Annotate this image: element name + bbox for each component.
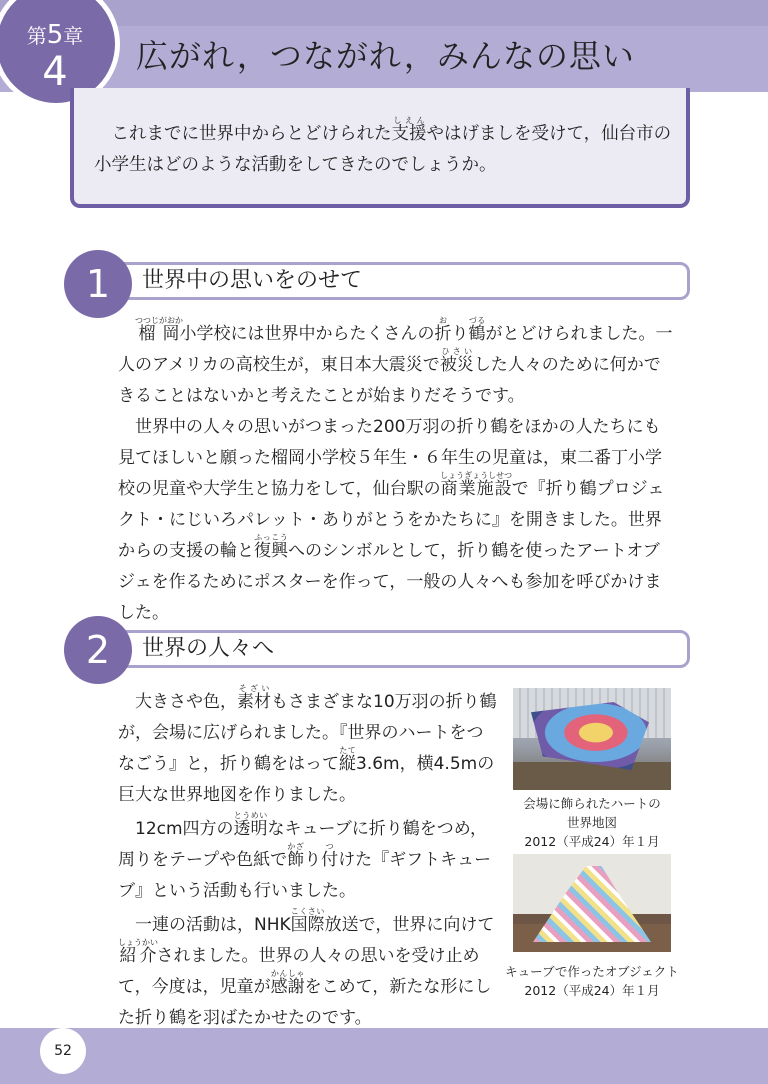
chapter-number: 5 [46, 20, 64, 50]
section2-paragraph-1: 大きさや色，素材そざいもさまざまな10万羽の折り鶴が，会場に広げられました。『世界のハートをつなごう』と，折り鶴をはって縦たて3.6m，横4.5mの巨大な世界地図を作りました。 [118, 684, 497, 805]
section1-paragraph-1: 榴岡つつじがおか小学校には世界中からたくさんの折おり鶴づるがとどけられました。一人のアメリカの高校生が，東日本大震災で被災ひさいした人々のために何かできることはないかと考えたことが始まりだそうです。 [118, 316, 673, 406]
intro-text: これまでに世界中からとどけられた支援しえんやはげましを受けて，仙台市の小学生はどのような活動をしてきたのでしょうか。 [94, 116, 672, 175]
chapter-label: 第5章 [26, 20, 84, 50]
heart-world-map-photo [513, 688, 671, 790]
section2-body [118, 684, 498, 1034]
section1-number-badge: 1 [64, 250, 132, 318]
section2-paragraph-3: 一連の活動は，NHK国際こくさい放送で，世界に向けて紹介しょうかいされました。世界の人々の思いを受け止めて，今度は，児童が感謝かんしゃをこめて，新たな形にした折り鶴を羽ばたかせたのです。 [118, 907, 495, 1028]
paper-crane-heart-map [531, 702, 649, 770]
photo1-caption: 会場に飾られたハートの 世界地図 2012（平成24）年１月 [523, 796, 661, 849]
page-number: 52 [40, 1028, 86, 1074]
cube-object-photo [513, 854, 671, 952]
section-number: 4 [42, 49, 68, 95]
photo-floor [513, 762, 671, 790]
section2-number-badge: 2 [64, 616, 132, 684]
section2-title: 世界の人々へ [142, 636, 275, 661]
photo2-caption: キューブで作ったオブジェクト 2012（平成24）年１月 [505, 964, 679, 998]
section1-body [118, 316, 674, 629]
page-title: 広がれ，つながれ，みんなの思い [136, 37, 635, 75]
section1-paragraph-2: 世界中の人々の思いがつまった200万羽の折り鶴をほかの人たちにも見てほしいと願った榴岡小学校５年生・６年生の児童は，東二番丁小学校の児童や大学生と協力をして，仙台駅の商業施設しょうぎょうしせつで『折り鶴プロジェクト・にじいろパレット・ありがとうをかたちに』を開きました。世界からの支援の輪と復興ふっこうへのシンボルとして，折り鶴を使ったアートオブジェを作るためにポスターを作って，一般の人々へも参加を呼びかけました。 [118, 417, 665, 623]
footer-band [0, 1028, 768, 1084]
section1-title: 世界中の思いをのせて [142, 268, 363, 293]
section2-paragraph-2: 12cm四方の透明とうめいなキューブに折り鶴をつめ，周りをテープや色紙で飾かざり付つけた『ギフトキューブ』という活動も行いました。 [118, 811, 492, 901]
intro-box [70, 88, 690, 208]
